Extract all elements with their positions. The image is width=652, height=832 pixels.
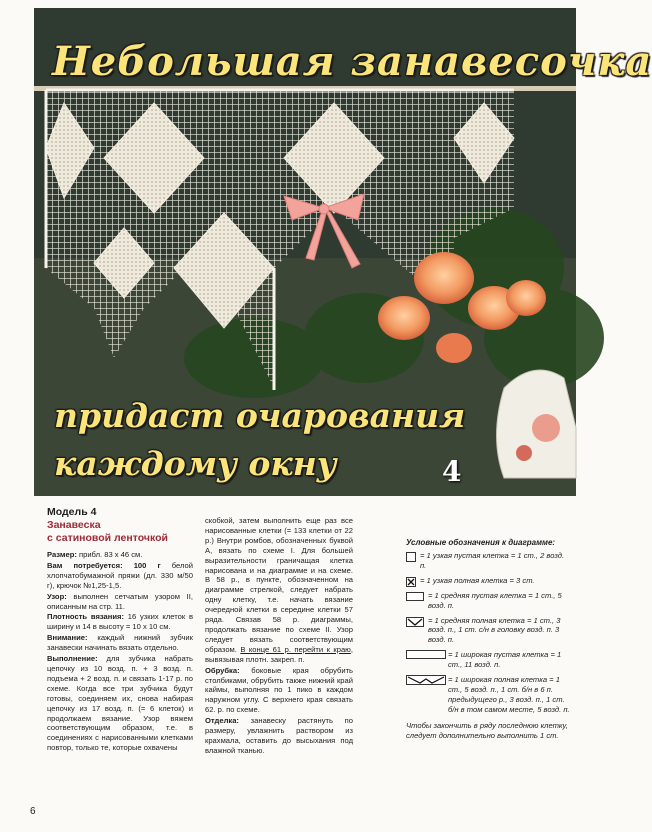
legend-row-1 <box>406 551 571 571</box>
legend-item-2: = 1 узкая полная клетка = 3 ст. <box>420 575 535 585</box>
photo-page-badge: 4 <box>442 455 462 488</box>
legend-note: Чтобы закончить в ряду последнюю клетку, следует дополнительно выполнить 1 ст. <box>406 720 568 740</box>
text-column-1 <box>47 506 193 754</box>
medium-full-cell-icon <box>406 617 424 627</box>
attention-text: каждый нижний зубчик занавески начинать вязать отдельно. <box>47 633 193 653</box>
work-text-part1: для зубчика набрать цепочку из 10 возд. п. + 3 возд. п. подъема + 2 возд. п. и связать 1-17 р. по схеме. Когда все три зубчика будут готовы, соединяем их, снова набирая цепочку из 17 возд. п. (= 6 клеток) и продолжаем вязание. Узор вяжем соответствующим образом, т.е. в соединениях с нарисованными клетками повтор, только те, которые охвачены <box>47 654 193 753</box>
model-number: Модель 4 <box>47 506 97 518</box>
finishing-paragraph <box>205 716 353 756</box>
size-text: прибл. 83 х 46 см. <box>76 550 143 559</box>
legend-item-6: = 1 широкая полная клетка = 1 ст., 5 возд. п., 1 ст. б/н в 6 п. предыдущего р., 3 возд. п., 1 ст. б/н в том самом месте, 5 возд. п. <box>448 675 570 714</box>
edging-text: боковые края обрубить столбиками, обрубить также нижний край каймы, выполняя по 1 пико в каждом наружном углу. С верхнего края связать 62. р. по схеме. <box>205 665 353 715</box>
density-label: Плотность вязания: <box>47 612 124 622</box>
model-name-line2: с сатиновой ленточкой <box>47 532 168 544</box>
legend-row-5 <box>406 650 571 670</box>
legend-row-6 <box>406 675 571 715</box>
model-name-line1: Занавеска <box>47 519 101 531</box>
work-label: Выполнение: <box>47 654 98 664</box>
narrow-full-cell-icon <box>406 577 416 587</box>
wide-empty-cell-icon <box>406 650 446 659</box>
legend-heading: Условные обозначения к диаграмме: <box>406 538 556 547</box>
photo-title: Небольшая занавесочка <box>52 38 652 85</box>
medium-empty-cell-icon <box>406 592 424 601</box>
materials-label: Вам потребуется: 100 г <box>47 560 161 570</box>
size-paragraph <box>47 550 193 560</box>
pattern-paragraph <box>47 592 193 612</box>
legend <box>406 538 571 741</box>
work-paragraph-start <box>47 654 193 753</box>
legend-item-1: = 1 узкая пустая клетка = 1 ст., 2 возд. п. <box>420 551 565 570</box>
photo-subtitle-line2: каждому окну <box>54 444 337 483</box>
edging-label: Обрубка: <box>205 665 240 675</box>
density-paragraph <box>47 612 193 632</box>
materials-text: белой хлопчатобумажной пряжи (дл. 330 м/50 г), крючок №1,25-1,5. <box>47 560 193 590</box>
page-number: 6 <box>30 806 36 817</box>
edging-paragraph <box>205 666 353 716</box>
pattern-label: Узор: <box>47 591 67 601</box>
density-text: 16 узких клеток в ширину и 14 в высоту = 10 х 10 см. <box>47 612 193 632</box>
attention-paragraph <box>47 633 193 653</box>
legend-item-4: = 1 средняя полная клетка = 1 ст., 3 возд. п., 1 ст. с/н в головку возд. п. 3 возд. п. <box>428 615 561 645</box>
finishing-label: Отделка: <box>205 716 239 726</box>
curtain-photo <box>34 8 652 496</box>
work-text-part2: скобкой, затем выполнить еще раз все нарисованные клетки (= 133 клетки от 22 р.) Внутри ромбов, обозначенных буквой А, вязать по схеме I. Для большей выразительности граничащая клетка нарисована и на диаграмме и на схеме. В 58 р., в пункте, обозначенном на диаграмме стрелкой, следует набрать одну клетку, т.е. начать вязание очередной клетки в середине клетки 57 ряда. Связав 58 р. диаграммы, продолжать вязание по схеме II. Узор следует вязать соответствующим образом. <box>205 516 353 654</box>
legend-item-5: = 1 широкая пустая клетка = 1 ст., 11 возд. п. <box>448 650 562 670</box>
legend-item-3: = 1 средняя пустая клетка = 1 ст., 5 возд. п. <box>428 590 562 610</box>
photo-subtitle-line1: придаст очарования <box>54 396 466 435</box>
attention-label: Внимание: <box>47 633 88 643</box>
legend-row-3 <box>406 591 571 611</box>
size-label: Размер: <box>47 550 77 559</box>
model-name <box>47 519 193 545</box>
finishing-text: занавеску растянуть по размеру, увлажнить раствором из крахмала, оставить до высыхания под влажной тканью. <box>205 716 353 755</box>
narrow-empty-cell-icon <box>406 552 416 562</box>
work-paragraph-continued <box>205 516 353 665</box>
work-tail: , вывязывая плотн. закреп. п. <box>205 644 353 664</box>
text-column-2 <box>205 516 353 757</box>
work-underlined: В конце 61 р. перейти к краю <box>240 644 351 654</box>
legend-row-4 <box>406 616 571 646</box>
materials-paragraph <box>47 561 193 591</box>
wide-full-cell-icon <box>406 675 446 685</box>
legend-row-2 <box>406 576 571 586</box>
pattern-text: выполнен сетчатым узором II, описанным на стр. 11. <box>47 591 193 611</box>
